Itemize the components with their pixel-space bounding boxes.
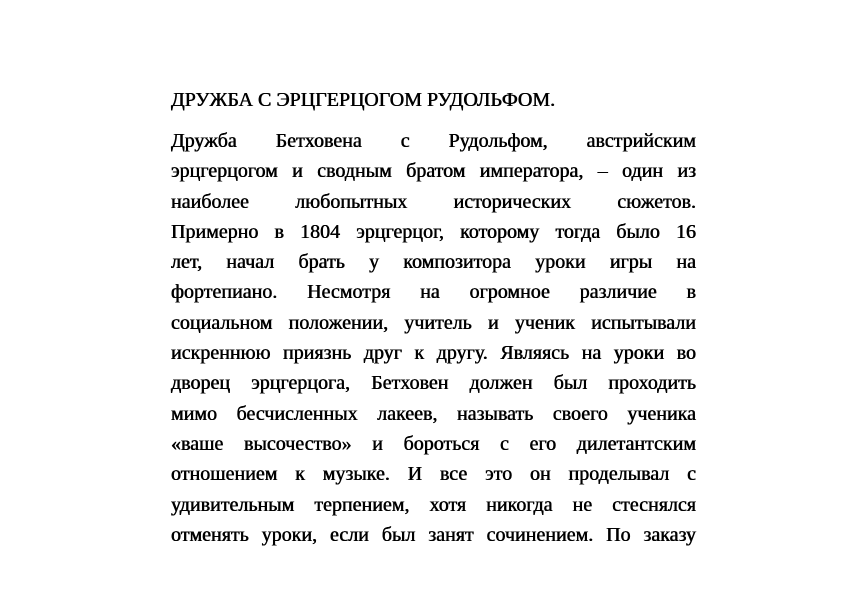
- body-line: мимо бесчисленных лакеев, называть своего ученика: [171, 402, 696, 425]
- body-line: социальном положении, учитель и ученик испытывали: [171, 311, 696, 334]
- document-title: ДРУЖБА С ЭРЦГЕРЦОГОМ РУДОЛЬФОМ.: [171, 89, 556, 111]
- body-line: наиболее любопытных исторических сюжетов.: [171, 190, 696, 213]
- body-line: искреннюю приязнь друг к другу. Являясь на уроки во: [171, 342, 696, 365]
- body-line: отношением к музыке. И все это он проделывал с: [171, 463, 696, 486]
- body-line: дворец эрцгерцога, Бетховен должен был проходить: [171, 372, 696, 395]
- body-line: отменять уроки, если был занят сочинением. По заказу: [171, 523, 696, 546]
- body-line: «ваше высочество» и бороться с его дилетантским: [171, 432, 696, 455]
- body-line: Дружба Бетховена с Рудольфом, австрийским: [171, 130, 696, 152]
- body-line: эрцгерцогом и сводным братом императора, – один из: [171, 160, 696, 183]
- body-line: Примерно в 1804 эрцгерцог, которому тогда было 16: [171, 220, 696, 243]
- document-body: [171, 126, 696, 550]
- body-line: лет, начал брать у композитора уроки игры на: [171, 251, 696, 274]
- body-line: удивительным терпением, хотя никогда не стеснялся: [171, 493, 696, 516]
- body-line: фортепиано. Несмотря на огромное различие в: [171, 281, 696, 304]
